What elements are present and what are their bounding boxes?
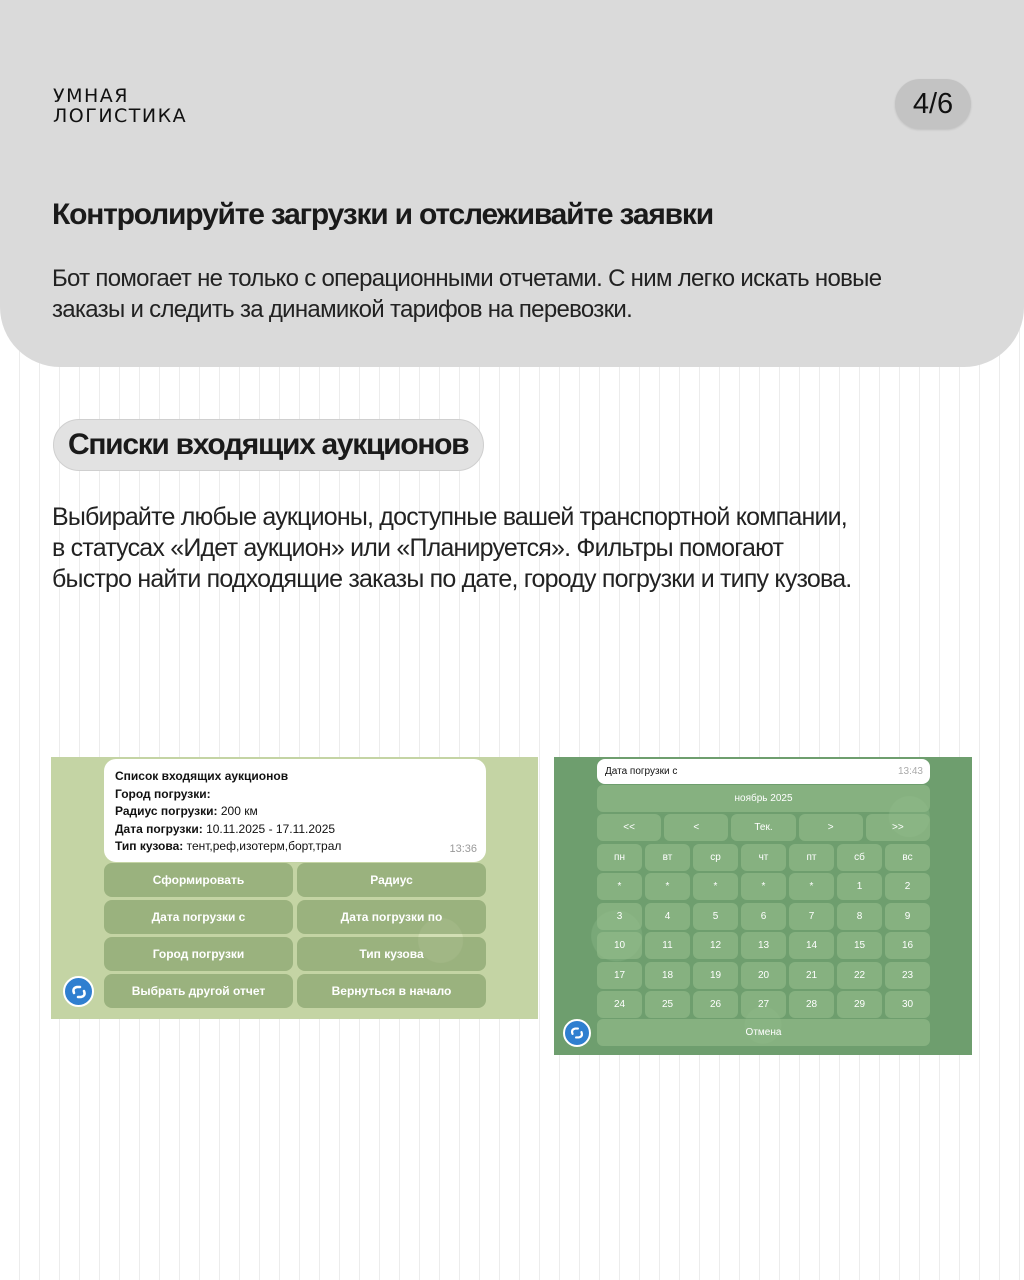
weekday-cell[interactable]: сб <box>837 844 882 871</box>
calendar-day-cell[interactable]: 4 <box>645 903 690 930</box>
link-logo-icon <box>70 983 88 1001</box>
message-text: Дата погрузки с <box>605 766 678 777</box>
date-value: 10.11.2025 - 17.11.2025 <box>206 821 336 836</box>
calendar-day-cell[interactable]: 30 <box>885 991 930 1018</box>
calendar-day-cell[interactable]: 1 <box>837 873 882 900</box>
date-label: Дата погрузки: <box>115 821 203 836</box>
calendar-day-cell[interactable]: 26 <box>693 991 738 1018</box>
bot-message <box>597 759 930 784</box>
generate-button[interactable]: Сформировать <box>104 863 293 897</box>
message-title: Список входящих аукционов <box>115 769 289 783</box>
calendar-day-cell[interactable]: 16 <box>885 932 930 959</box>
body-type-value: тент,реф,изотерм,борт,трал <box>186 839 342 853</box>
calendar-day-cell[interactable]: 19 <box>693 962 738 989</box>
page-title: Контролируйте загрузки и отслеживайте заявки <box>52 198 713 231</box>
message-time: 13:43 <box>897 766 923 777</box>
weekday-cell[interactable]: вт <box>645 844 690 871</box>
calendar-nav-button[interactable]: < <box>664 814 728 841</box>
back-to-start-button[interactable]: Вернуться в начало <box>297 974 486 1008</box>
calendar-day-cell[interactable]: 15 <box>837 932 882 959</box>
cancel-button[interactable]: Отмена <box>597 1019 930 1046</box>
calendar-nav-button[interactable]: >> <box>866 814 930 841</box>
screenshot-calendar <box>554 757 972 1055</box>
calendar-day-cell[interactable]: 21 <box>789 962 834 989</box>
intro-text: Бот помогает не только с операционными отчетами. С ним легко искать новые заказы и следить за динамикой тарифов на перевозки. <box>52 265 882 323</box>
weekday-cell[interactable]: чт <box>741 844 786 871</box>
calendar-day-cell[interactable]: 24 <box>597 991 642 1018</box>
calendar-nav-button[interactable]: << <box>597 814 661 841</box>
calendar-day-cell[interactable]: 29 <box>837 991 882 1018</box>
calendar-day-cell[interactable]: * <box>645 873 690 900</box>
calendar-day-cell[interactable]: * <box>789 873 834 900</box>
calendar-day-cell[interactable]: 27 <box>741 991 786 1018</box>
city-label: Город погрузки: <box>115 786 211 801</box>
weekday-cell[interactable]: пт <box>789 844 834 871</box>
brand-line-2: ЛОГИСТИКА <box>53 105 188 127</box>
calendar-day-cell[interactable]: 5 <box>693 903 738 930</box>
month-button[interactable]: ноябрь 2025 <box>597 785 930 812</box>
link-logo-icon <box>569 1025 585 1041</box>
calendar-day-cell[interactable]: * <box>741 873 786 900</box>
screenshot-auction-list <box>51 757 538 1019</box>
bot-message <box>104 759 486 862</box>
date-to-button[interactable]: Дата погрузки по <box>297 900 486 934</box>
calendar-day-cell[interactable]: 8 <box>837 903 882 930</box>
calendar-day-cell[interactable]: 20 <box>741 962 786 989</box>
brand-logo <box>53 86 187 126</box>
other-report-button[interactable]: Выбрать другой отчет <box>104 974 293 1008</box>
calendar-day-cell[interactable]: 22 <box>837 962 882 989</box>
radius-value: 200 км <box>220 804 258 818</box>
bot-avatar[interactable] <box>63 976 94 1007</box>
calendar-day-cell[interactable]: 6 <box>741 903 786 930</box>
brand-line-1: УМНАЯ <box>53 85 129 107</box>
calendar-day-cell[interactable]: 7 <box>789 903 834 930</box>
body-type-label: Тип кузова: <box>115 839 184 853</box>
calendar-nav-button[interactable]: Тек. <box>731 814 795 841</box>
calendar-day-cell[interactable]: 28 <box>789 991 834 1018</box>
weekday-cell[interactable]: вс <box>885 844 930 871</box>
calendar-day-cell[interactable]: 2 <box>885 873 930 900</box>
calendar-day-cell[interactable]: * <box>597 873 642 900</box>
city-button[interactable]: Город погрузки <box>104 937 293 971</box>
calendar-day-cell[interactable]: 12 <box>693 932 738 959</box>
radius-label: Радиус погрузки: <box>115 804 218 818</box>
message-time: 13:36 <box>449 842 477 855</box>
calendar-day-cell[interactable]: 11 <box>645 932 690 959</box>
page-indicator: 4/6 <box>895 79 971 129</box>
section-pill: Списки входящих аукционов <box>53 419 484 471</box>
calendar-day-cell[interactable]: 13 <box>741 932 786 959</box>
calendar-day-cell[interactable]: 10 <box>597 932 642 959</box>
calendar-day-cell[interactable]: 17 <box>597 962 642 989</box>
calendar-day-cell[interactable]: * <box>693 873 738 900</box>
radius-button[interactable]: Радиус <box>297 863 486 897</box>
calendar-day-cell[interactable]: 23 <box>885 962 930 989</box>
bot-avatar[interactable] <box>563 1019 591 1047</box>
calendar-day-cell[interactable]: 25 <box>645 991 690 1018</box>
body-type-button[interactable]: Тип кузова <box>297 937 486 971</box>
weekday-cell[interactable]: ср <box>693 844 738 871</box>
date-from-button[interactable]: Дата погрузки с <box>104 900 293 934</box>
calendar-day-cell[interactable]: 18 <box>645 962 690 989</box>
weekday-cell[interactable]: пн <box>597 844 642 871</box>
calendar-nav-button[interactable]: > <box>799 814 863 841</box>
calendar-day-cell[interactable]: 9 <box>885 903 930 930</box>
calendar-day-cell[interactable]: 14 <box>789 932 834 959</box>
calendar-day-cell[interactable]: 3 <box>597 903 642 930</box>
section-text: Выбирайте любые аукционы, доступные вашей транспортной компании, в статусах «Идет аукцион» или «Планируется». Фильтры помогают быстро найти подходящие заказы по дате, городу погрузки и типу кузова. <box>52 503 852 593</box>
